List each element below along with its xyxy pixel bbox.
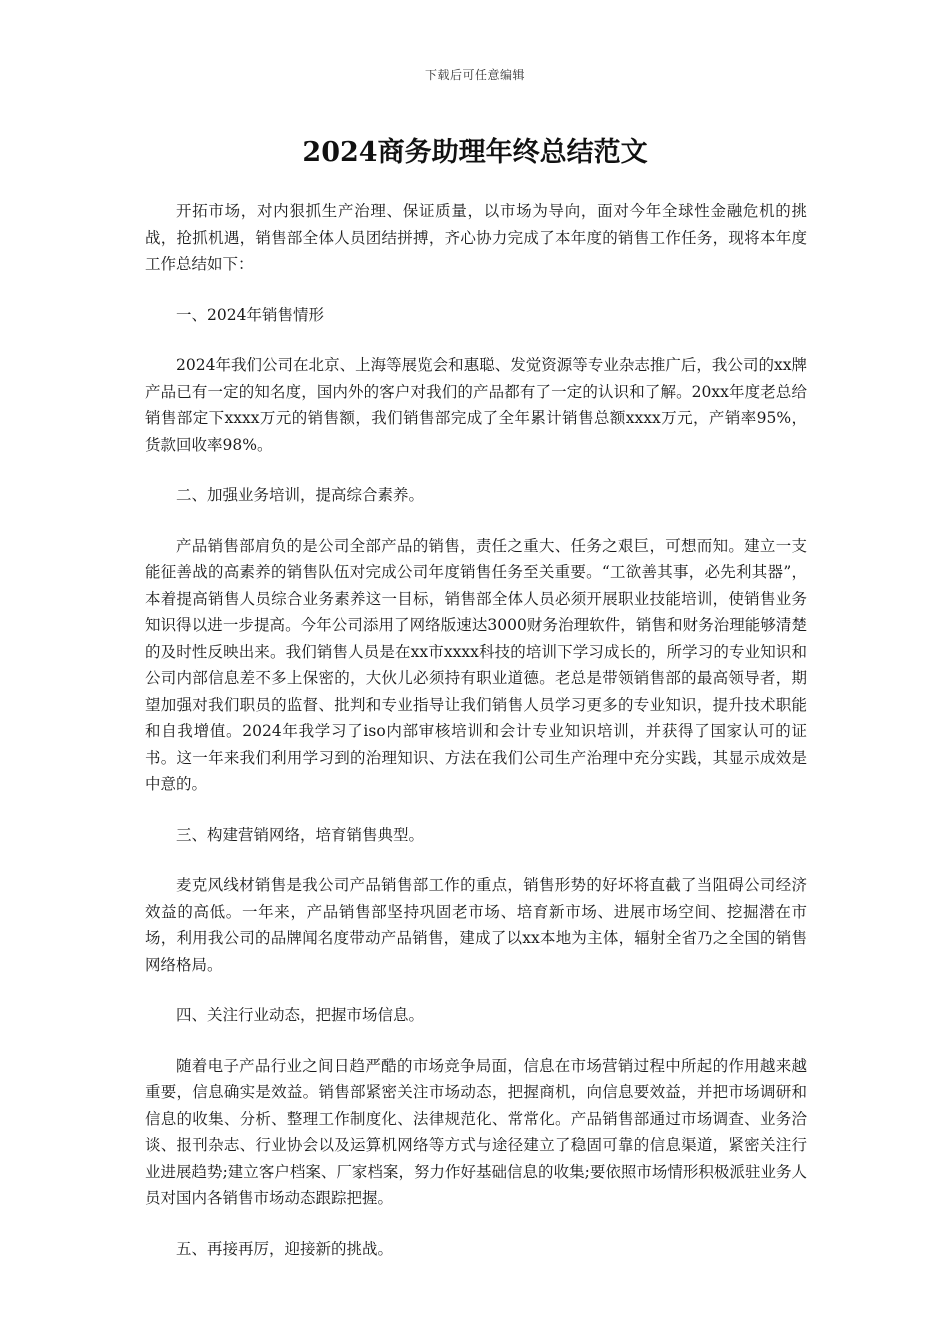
section-heading-5: 五、再接再厉，迎接新的挑战。	[176, 1239, 394, 1258]
section-heading-3: 三、构建营销网络，培育销售典型。	[176, 825, 425, 844]
section-body-2: 产品销售部肩负的是公司全部产品的销售，责任之重大、任务之艰巨，可想而知。建立一支能征善战的高素养的销售队伍对完成公司年度销售任务至关重要。“工欲善其事，必先利其器”，本着提高销售人员综合业务素养这一目标，销售部全体人员必须开展职业技能培训，使销售业务知识得以进一步提高。今年公司添用了网络版速达3000财务治理软件，销售和财务治理能够清楚的及时性反映出来。我们销售人员是在xx市xxxx科技的培训下学习成长的，所学习的专业知识和公司内部信息差不多上保密的，大伙儿必须持有职业道德。老总是带领销售部的最高领导者，期望加强对我们职员的监督、批判和专业指导让我们销售人员学习更多的专业知识，提升技术职能和自我增值。2024年我学习了iso内部审核培训和会计专业知识培训，并获得了国家认可的证书。这一年来我们利用学习到的治理知识、方法在我们公司生产治理中充分实践，其显示成效是中意的。	[145, 536, 807, 793]
intro-paragraph: 开拓市场，对内狠抓生产治理、保证质量，以市场为导向，面对今年全球性金融危机的挑战，抢抓机遇，销售部全体人员团结拼搏，齐心协力完成了本年度的销售工作任务，现将本年度工作总结如下：	[145, 202, 807, 273]
section-body-1: 2024年我们公司在北京、上海等展览会和惠聪、发觉资源等专业杂志推广后，我公司的xx牌产品已有一定的知名度，国内外的客户对我们的产品都有了一定的认识和了解。20xx年度老总给销售部定下xxxx万元的销售额，我们销售部完成了全年累计销售总额xxxx万元，产销率95%，货款回收率98%。	[145, 356, 807, 454]
section-heading-4: 四、关注行业动态，把握市场信息。	[176, 1006, 425, 1024]
section-heading-2: 二、加强业务培训，提高综合素养。	[176, 486, 425, 504]
section-body-3: 麦克风线材销售是我公司产品销售部工作的重点，销售形势的好坏将直截了当阻碍公司经济效益的高低。一年来，产品销售部坚持巩固老市场、培育新市场、进展市场空间、挖掘潜在市场，利用我公司的品牌闻名度带动产品销售，建成了以xx本地为主体，辐射全省乃之全国的销售网络格局。	[145, 876, 807, 974]
header-note: 下载后可任意编辑	[424, 68, 525, 82]
section-body-4: 随着电子产品行业之间日趋严酷的市场竞争局面，信息在市场营销过程中所起的作用越来越重要，信息确实是效益。销售部紧密关注市场动态，把握商机，向信息要效益，并把市场调研和信息的收集、分析、整理工作制度化、法律规范化、常常化。产品销售部通过市场调查、业务洽谈、报刊杂志、行业协会以及运算机网络等方式与途径建立了稳固可靠的信息渠道，紧密关注行业进展趋势;建立客户档案、厂家档案，努力作好基础信息的收集;要依照市场情形积极派驻业务人员对国内各销售市场动态跟踪把握。	[145, 1056, 807, 1207]
section-heading-1: 一、2024年销售情形	[176, 305, 324, 324]
document-body	[145, 198, 807, 1286]
document-title: 2024商务助理年终总结范文	[302, 137, 648, 168]
